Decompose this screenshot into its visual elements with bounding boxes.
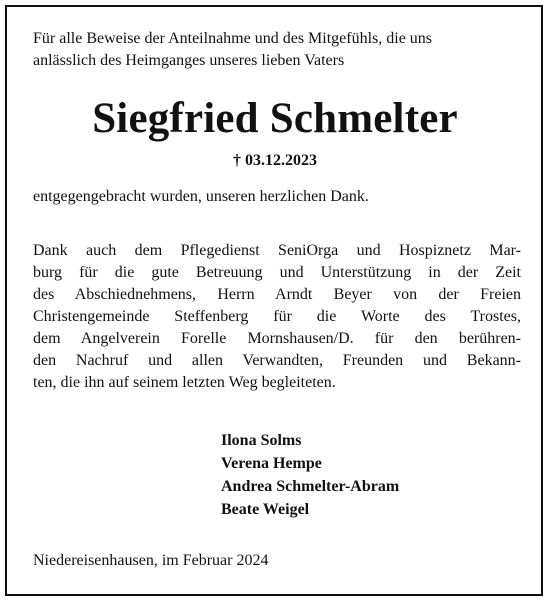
paragraph-line: Christengemeinde Steffenberg für die Worte des Trostes, [33,308,521,325]
signatory-name: Andrea Schmelter-Abram [221,478,400,495]
place-and-date: Niedereisenhausen, im Februar 2024 [33,552,269,569]
paragraph-line: Dank auch dem Pflegedienst SeniOrga und Hospiznetz Mar- [33,242,521,259]
signatory-name: Verena Hempe [221,455,322,472]
paragraph-line: dem Angelverein Forelle Mornshausen/D. für den berühren- [33,330,521,347]
paragraph-line: den Nachruf und allen Verwandten, Freunden und Bekann- [33,352,521,369]
signatory-name: Beate Weigel [221,501,310,518]
signatory-name: Ilona Solms [221,432,302,449]
deceased-name: Siegfried Schmelter [92,95,458,142]
paragraph-line: des Abschiednehmens, Herrn Arndt Beyer von der Freien [33,286,521,303]
intro-text [33,28,521,72]
death-date: † 03.12.2023 [233,152,317,169]
acknowledgement-paragraph [33,240,521,394]
intro-line: anlässlich des Heimganges unseres lieben Vaters [33,52,345,69]
paragraph-line: burg für die gute Betreuung und Unterstützung in der Zeit [33,264,521,281]
paragraph-line: ten, die ihn auf seinem letzten Weg begleiteten. [33,374,336,391]
intro-line: Für alle Beweise der Anteilnahme und des Mitgefühls, die uns [33,30,433,47]
thanks-line: entgegengebracht wurden, unseren herzlichen Dank. [33,188,369,205]
signatory-list [221,429,399,521]
